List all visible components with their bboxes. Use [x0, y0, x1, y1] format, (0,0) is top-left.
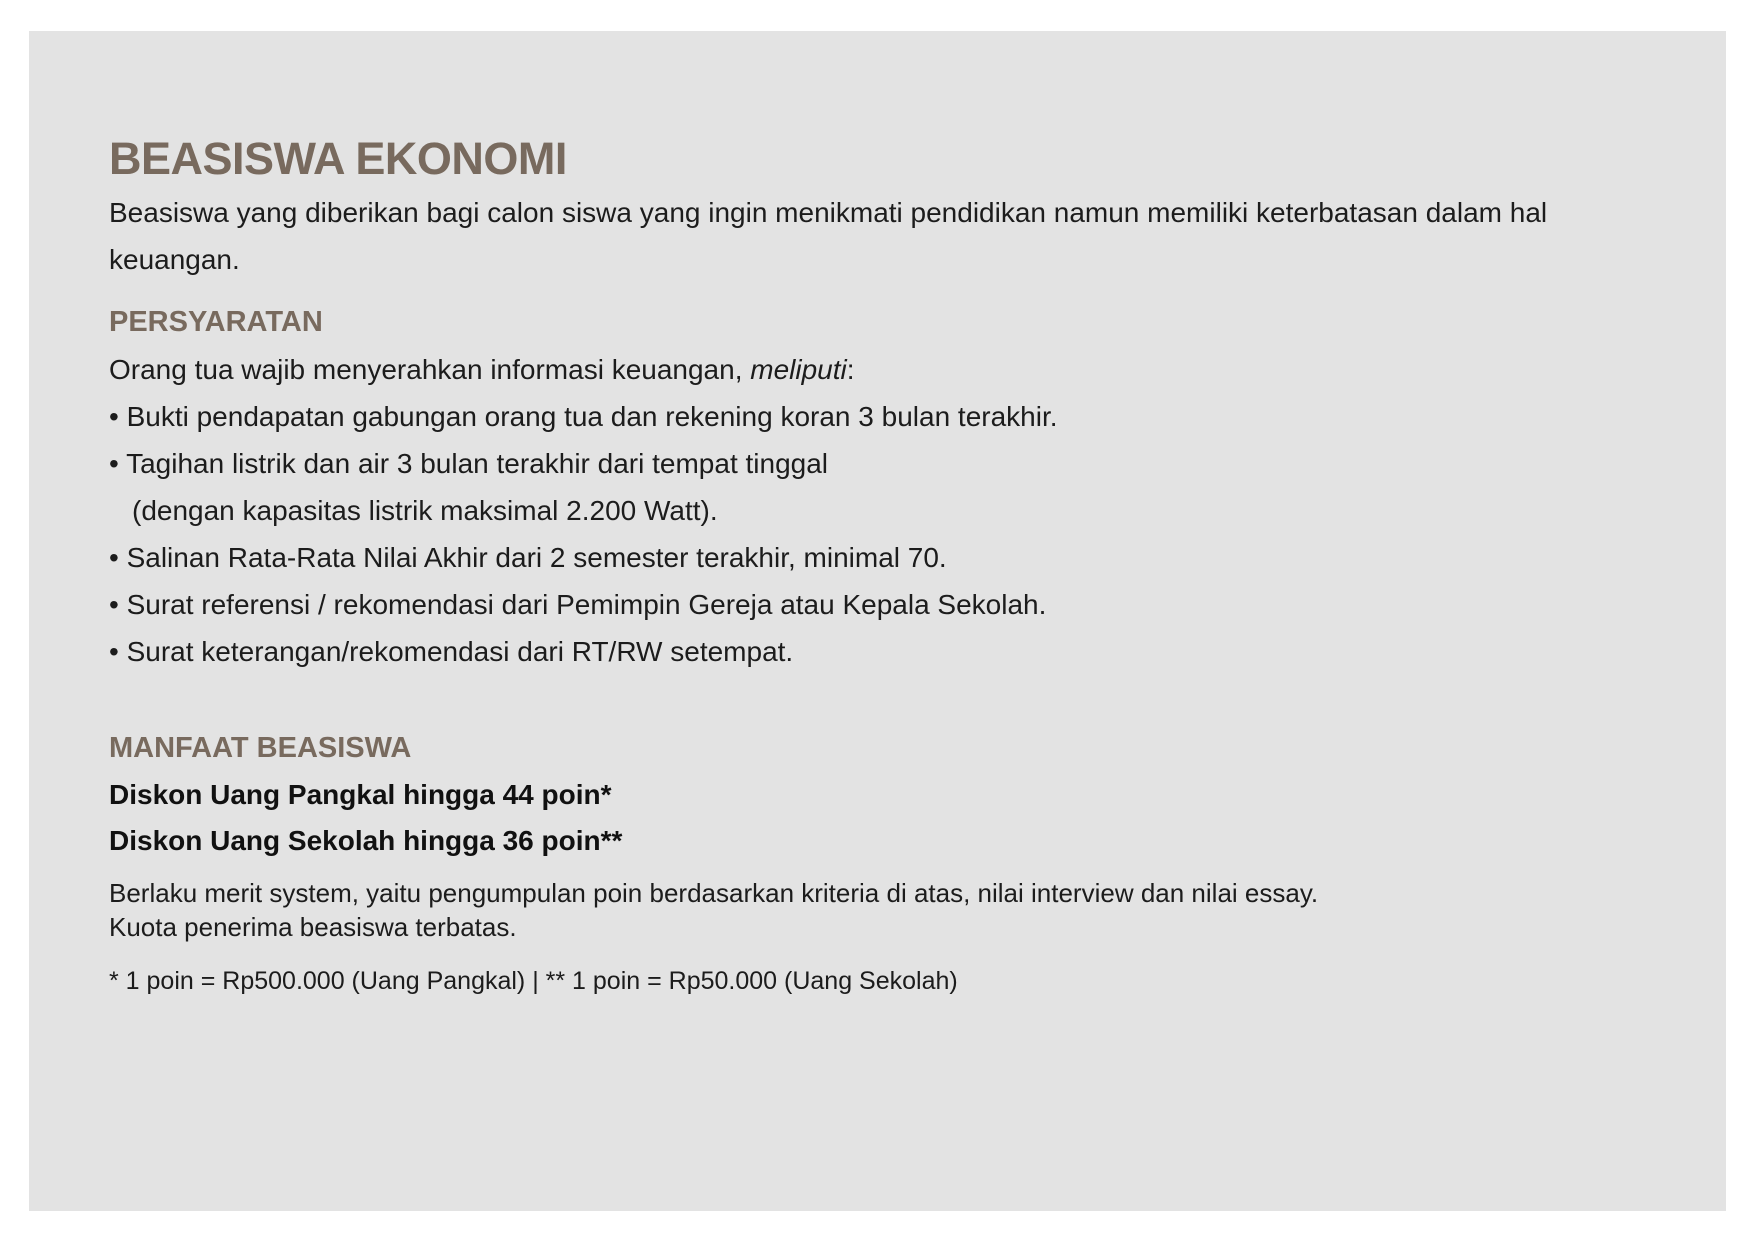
requirement-item: • Surat referensi / rekomendasi dari Pemimpin Gereja atau Kepala Sekolah.: [109, 589, 1047, 620]
requirement-item: • Salinan Rata-Rata Nilai Akhir dari 2 semester terakhir, minimal 70.: [109, 542, 947, 573]
info-panel: [29, 31, 1726, 1211]
panel-content: [109, 129, 1669, 998]
merit-system-note: Berlaku merit system, yaitu pengumpulan poin berdasarkan kriteria di atas, nilai interview dan nilai essay.: [109, 878, 1319, 908]
requirement-item: • Tagihan listrik dan air 3 bulan terakhir dari tempat tinggal: [109, 448, 829, 479]
benefits-note: [109, 876, 1669, 944]
requirements-lead-emphasis: meliputi: [750, 354, 847, 385]
requirements-lead-text: Orang tua wajib menyerahkan informasi keuangan,: [109, 354, 751, 385]
requirement-item: • Bukti pendapatan gabungan orang tua dan rekening koran 3 bulan terakhir.: [109, 401, 1058, 432]
intro-paragraph: Beasiswa yang diberikan bagi calon siswa yang ingin menikmati pendidikan namun memiliki keterbatasan dalam hal keuangan.: [109, 197, 1548, 275]
requirements-lead-suffix: :: [846, 354, 855, 385]
requirements-heading: PERSYARATAN: [109, 306, 323, 338]
page-title: BEASISWA EKONOMI: [109, 133, 567, 184]
requirement-item-continuation: (dengan kapasitas listrik maksimal 2.200 Watt).: [132, 495, 718, 526]
quota-note: Kuota penerima beasiswa terbatas.: [109, 912, 517, 942]
benefit-entrance-fee-discount: Diskon Uang Pangkal hingga 44 poin*: [109, 779, 612, 810]
benefits-heading: MANFAAT BEASISWA: [109, 732, 412, 764]
points-footnote: * 1 poin = Rp500.000 (Uang Pangkal) | ** 1 poin = Rp50.000 (Uang Sekolah): [109, 967, 958, 995]
requirements-lead: [109, 346, 1669, 393]
requirement-item: • Surat keterangan/rekomendasi dari RT/RW setempat.: [109, 636, 794, 667]
benefit-tuition-discount: Diskon Uang Sekolah hingga 36 poin**: [109, 825, 623, 856]
